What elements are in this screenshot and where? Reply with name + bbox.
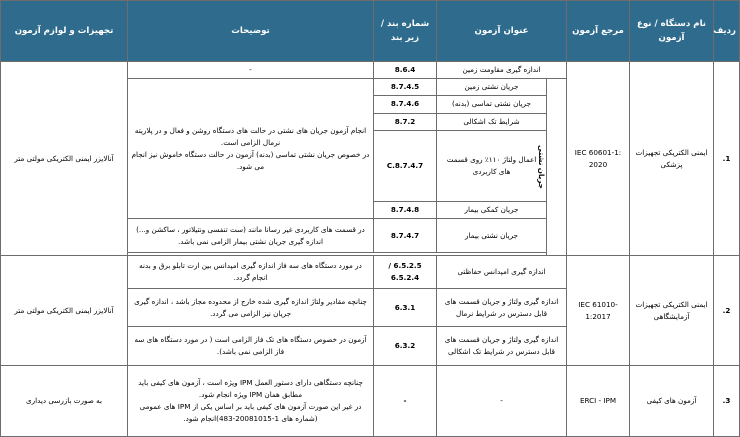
header-row: [1, 1, 740, 62]
test-title: شرایط تک اشکالی: [437, 113, 547, 130]
device-name: آزمون های کیفی: [630, 366, 714, 437]
test-title: جریان نشتی بیمار: [437, 218, 547, 252]
header-row-number: ردیف: [714, 1, 740, 62]
equipment: آنالایزر ایمنی الکتریکی مولتی متر: [1, 62, 128, 256]
clause-number: -: [374, 366, 437, 437]
row-number: 1.: [714, 62, 740, 256]
header-equipment: تجهیزات و لوازم آزمون: [1, 1, 128, 62]
clause-number: 8.7.4.8: [374, 201, 437, 218]
device-name: ایمنی الکتریکی تجهیزات پزشکی: [630, 62, 714, 256]
table-row: [1, 62, 740, 79]
description: در قسمت های کاربردی غیر رسانا مانند (ست تنفسی ونتیلاتور ، ساکشن و...) اندازه گیری جریان نشتی بیمار الزامی نمی باشد.: [128, 218, 374, 252]
description-line: در خصوص جریان نشتی تماسی (بدنه) آزمون در حالت دستگاه خاموش نیز انجام می شود.: [131, 149, 370, 171]
clause-number: 8.6.4: [374, 62, 437, 79]
description: [128, 79, 374, 219]
clause-number: 8.7.4.5: [374, 79, 437, 96]
description: [128, 366, 374, 437]
clause-number: 8.7.4.7: [374, 218, 437, 252]
description: در مورد دستگاه های سه فاز اندازه گیری امپدانس بین ارت تابلو برق و بدنه انجام گردد.: [128, 256, 374, 288]
header-test-title: عنوان آزمون: [437, 1, 567, 62]
clause-number: 6.3.2: [374, 327, 437, 366]
equipment: به صورت بازرسی دیداری: [1, 366, 128, 437]
test-title: اندازه گیری مقاومت زمین: [437, 62, 567, 79]
description: آزمون در خصوص دستگاه های تک فاز الزامی است ( در مورد دستگاه های سه فاز الزامی نمی باشد).: [128, 327, 374, 366]
test-title: -: [437, 366, 567, 437]
description: چنانچه مقادیر ولتاژ اندازه گیری شده خارج از محدوده مجاز باشد ، اندازه گیری جریان نیز الزامی می گردد.: [128, 288, 374, 327]
test-reference: ERCI - IPM: [567, 366, 630, 437]
description: -: [128, 62, 374, 79]
header-clause: شماره بند / زیر بند: [374, 1, 437, 62]
leakage-group-text: جریان نشتی: [537, 145, 547, 190]
description-line: چنانچه دستگاهی دارای دستور العمل IPM ویژه است ، آزمون های کیفی باید مطابق همان IPM ویژه انجام شود.: [138, 378, 363, 399]
test-title: جریان نشتی تماسی (بدنه): [437, 96, 547, 113]
row-number: 3.: [714, 366, 740, 437]
row-number: 2.: [714, 256, 740, 366]
test-title: اندازه گیری ولتاژ و جریان قسمت های قابل دسترس در شرایط نرمال: [437, 288, 567, 327]
header-reference: مرجع آزمون: [567, 1, 630, 62]
test-title: اعمال ولتاژ ۱۱۰٪ روی قسمت های کاربردی: [437, 130, 547, 201]
header-device: نام دستگاه / نوع آزمون: [630, 1, 714, 62]
clause-number: 8.7.4.7.C: [374, 130, 437, 201]
leakage-group-label: [537, 79, 567, 256]
equipment: آنالایزر ایمنی الکتریکی مولتی متر: [1, 256, 128, 366]
clause-number: 8.7.2: [374, 113, 437, 130]
test-title: اندازه گیری ولتاژ و جریان قسمت های قابل دسترس در شرایط تک اشکالی: [437, 327, 567, 366]
description-line: انجام آزمون جریان های نشتی در حالت های دستگاه روشن و فعال و در پلاریته نرمال الزامی است.: [134, 125, 367, 147]
description-line: در غیر این صورت آزمون های کیفی باید بر اساس یکی از IPM های عمومی (شماره های 1-20081015-483)انجام شود.: [139, 402, 362, 423]
table-row: [1, 256, 740, 288]
test-title: جریان کمکی بیمار: [437, 201, 547, 218]
test-title: اندازه گیری امپدانس حفاظتی: [437, 256, 567, 288]
test-reference: IEC 60601-1: 2020: [567, 62, 630, 256]
device-name: ایمنی الکتریکی تجهیزات آزمایشگاهی: [630, 256, 714, 366]
clause-number: 6.3.1: [374, 288, 437, 327]
test-title: جریان نشتی زمین: [437, 79, 547, 96]
header-description: توضیحات: [128, 1, 374, 62]
clause-number: 8.7.4.6: [374, 96, 437, 113]
table-row: [1, 366, 740, 437]
test-reference: IEC 61010-1:2017: [567, 256, 630, 366]
clause-number: 6.5.2.5 / 6.5.2.4: [374, 256, 437, 288]
